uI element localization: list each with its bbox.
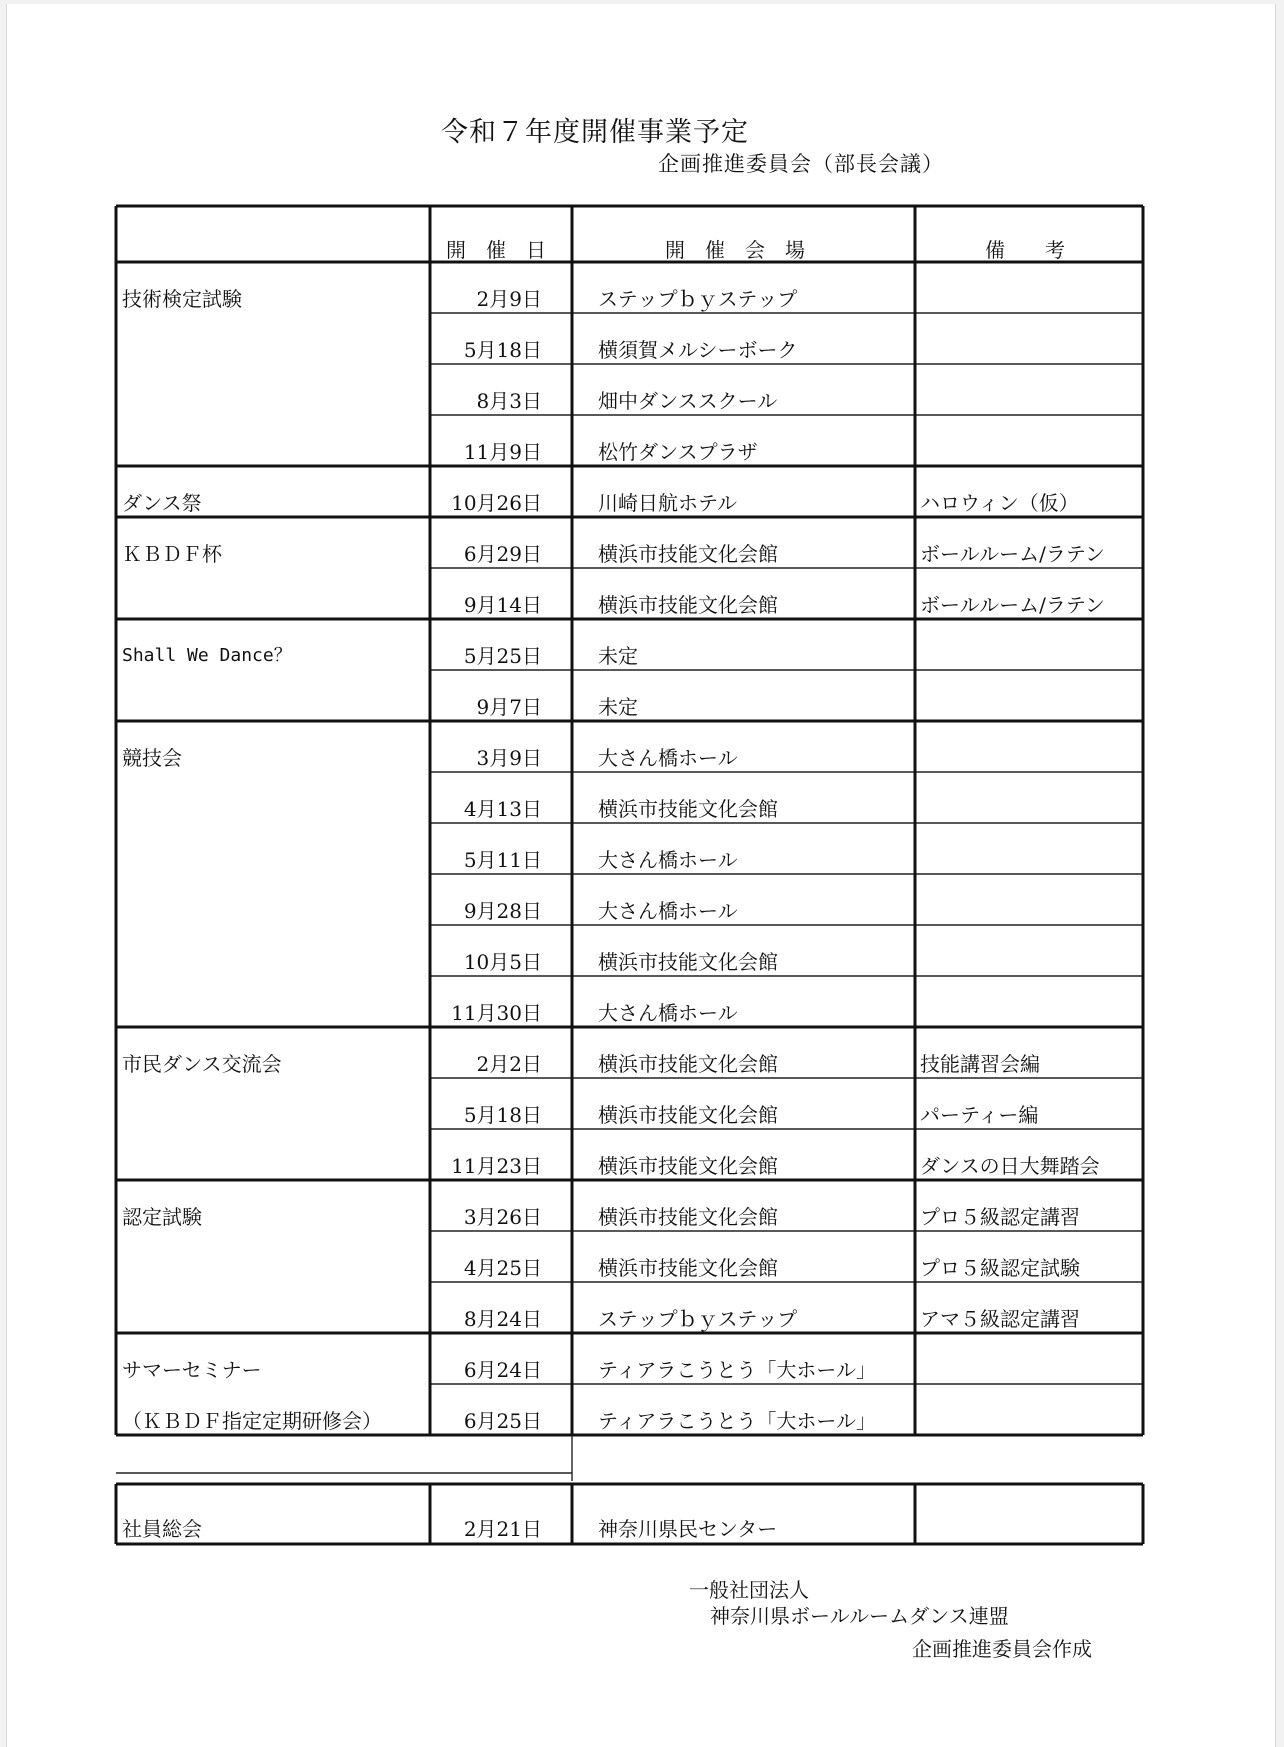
- venue-cell: 未定: [598, 644, 638, 668]
- venue-cell: 神奈川県民センター: [598, 1517, 778, 1541]
- venue-cell: 畑中ダンススクール: [598, 389, 778, 413]
- date-cell: 3月26日: [463, 1205, 542, 1229]
- note-cell: プロ５級認定講習: [920, 1205, 1080, 1229]
- note-cell: プロ５級認定試験: [920, 1256, 1080, 1280]
- footer-org-type: 一般社団法人: [689, 1578, 809, 1602]
- note-cell: ボールルーム/ラテン: [920, 593, 1105, 617]
- note-cell: ボールルーム/ラテン: [920, 542, 1105, 566]
- date-cell: 5月11日: [463, 848, 542, 872]
- category-label: 競技会: [122, 746, 182, 770]
- venue-cell: ティアラこうとう「大ホール」: [598, 1358, 876, 1382]
- date-cell: 3月9日: [476, 746, 542, 770]
- header-note: 備 考: [985, 238, 1065, 262]
- category-label: 市民ダンス交流会: [122, 1052, 282, 1076]
- header-date: 開 催 日: [446, 238, 546, 262]
- document-subtitle: 企画推進委員会（部長会議）: [658, 152, 944, 176]
- note-cell: ダンスの日大舞踏会: [920, 1154, 1100, 1178]
- venue-cell: 大さん橋ホール: [598, 1001, 738, 1025]
- date-cell: 8月3日: [476, 389, 542, 413]
- venue-cell: 横浜市技能文化会館: [598, 1154, 778, 1178]
- note-cell: アマ５級認定講習: [920, 1307, 1080, 1331]
- venue-cell: 未定: [598, 695, 638, 719]
- venue-cell: ティアラこうとう「大ホール」: [598, 1409, 876, 1433]
- category-label-sub: （ＫＢＤＦ指定定期研修会）: [122, 1409, 382, 1433]
- document-title: 令和７年度開催事業予定: [441, 117, 749, 148]
- date-cell: 5月25日: [463, 644, 542, 668]
- venue-cell: 大さん橋ホール: [598, 899, 738, 923]
- note-cell: パーティー編: [920, 1103, 1039, 1127]
- category-label: Shall We Dance？: [122, 645, 292, 666]
- date-cell: 10月26日: [451, 491, 542, 515]
- venue-cell: 大さん橋ホール: [598, 746, 738, 770]
- date-cell: 8月24日: [463, 1307, 542, 1331]
- date-cell: 5月18日: [463, 338, 542, 362]
- note-cell: 技能講習会編: [920, 1052, 1040, 1076]
- venue-cell: 横浜市技能文化会館: [598, 1205, 778, 1229]
- category-label: 技術検定試験: [122, 287, 242, 311]
- header-venue: 開 催 会 場: [665, 238, 805, 262]
- date-cell: 2月21日: [463, 1517, 542, 1541]
- venue-cell: 横須賀メルシーボーク: [598, 338, 798, 362]
- date-cell: 9月28日: [463, 899, 542, 923]
- category-label: ＫＢＤＦ杯: [122, 542, 222, 566]
- category-label: ダンス祭: [122, 491, 202, 515]
- venue-cell: 横浜市技能文化会館: [598, 950, 778, 974]
- venue-cell: ステップｂｙステップ: [598, 1307, 798, 1331]
- footer-author: 企画推進委員会作成: [912, 1637, 1092, 1661]
- date-cell: 9月7日: [476, 695, 542, 719]
- venue-cell: 横浜市技能文化会館: [598, 1052, 778, 1076]
- date-cell: 6月25日: [463, 1409, 542, 1433]
- venue-cell: 松竹ダンスプラザ: [598, 440, 758, 464]
- venue-cell: 横浜市技能文化会館: [598, 1256, 778, 1280]
- category-label: サマーセミナー: [122, 1358, 262, 1382]
- note-cell: ハロウィン（仮）: [920, 491, 1079, 515]
- date-cell: 11月23日: [451, 1154, 542, 1178]
- date-cell: 6月24日: [463, 1358, 542, 1382]
- date-cell: 2月2日: [476, 1052, 542, 1076]
- venue-cell: ステップｂｙステップ: [598, 287, 798, 311]
- date-cell: 11月30日: [451, 1001, 542, 1025]
- date-cell: 9月14日: [463, 593, 542, 617]
- venue-cell: 横浜市技能文化会館: [598, 797, 778, 821]
- venue-cell: 大さん橋ホール: [598, 848, 738, 872]
- venue-cell: 川崎日航ホテル: [598, 491, 737, 515]
- category-label: 認定試験: [122, 1205, 202, 1229]
- date-cell: 4月13日: [463, 797, 542, 821]
- date-cell: 6月29日: [463, 542, 542, 566]
- date-cell: 5月18日: [463, 1103, 542, 1127]
- venue-cell: 横浜市技能文化会館: [598, 1103, 778, 1127]
- date-cell: 2月9日: [476, 287, 542, 311]
- date-cell: 4月25日: [463, 1256, 542, 1280]
- footer-org-name: 神奈川県ボールルームダンス連盟: [710, 1604, 1009, 1628]
- date-cell: 11月9日: [463, 440, 542, 464]
- venue-cell: 横浜市技能文化会館: [598, 593, 778, 617]
- category-label: 社員総会: [122, 1517, 202, 1541]
- venue-cell: 横浜市技能文化会館: [598, 542, 778, 566]
- date-cell: 10月5日: [463, 950, 542, 974]
